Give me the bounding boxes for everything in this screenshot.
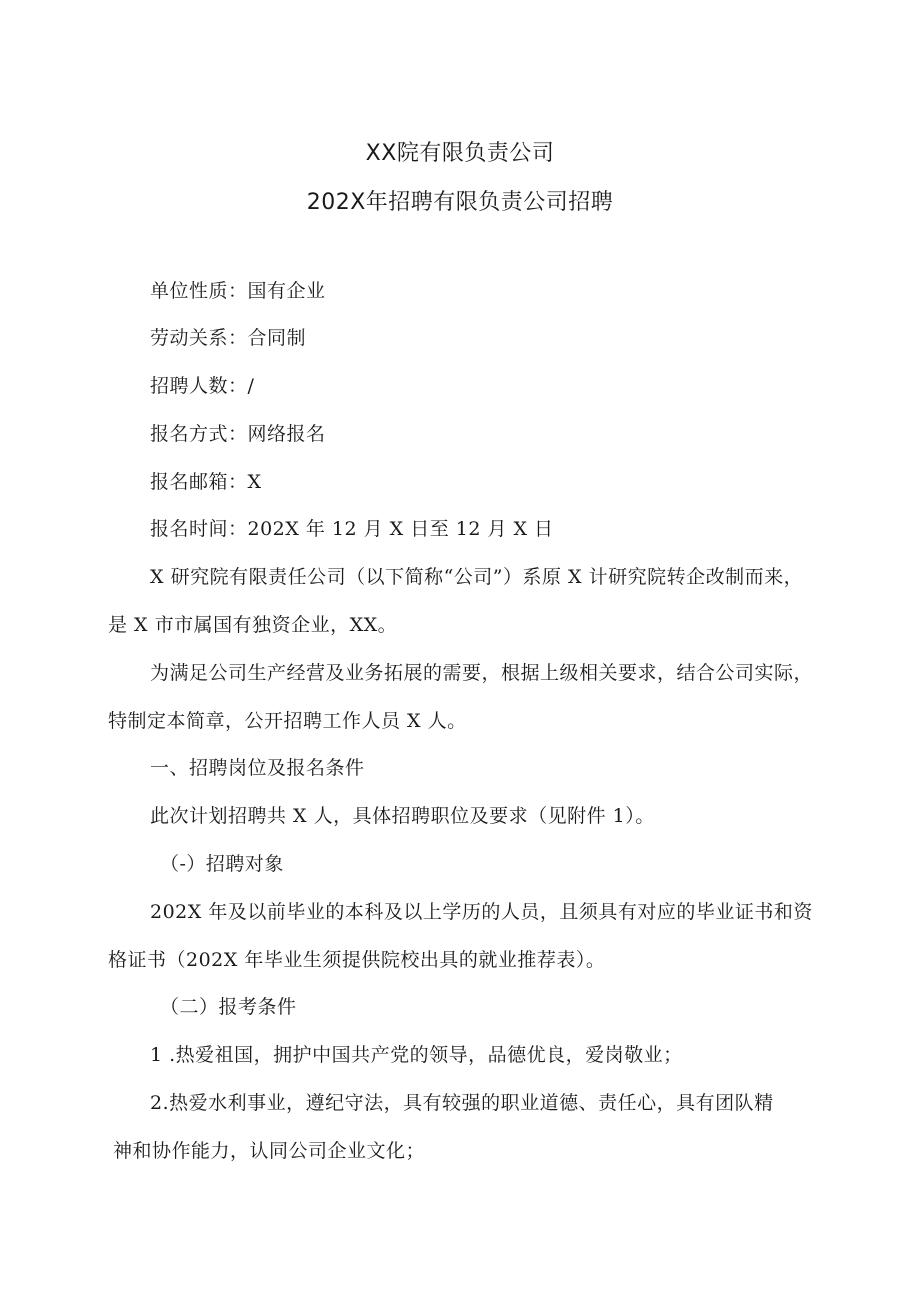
section-1-summary: 此次计划招聘共 X 人，具体招聘职位及要求（见附件 1）。: [150, 805, 655, 827]
info-apply-method: 报名方式：网络报名: [150, 423, 326, 445]
subsection-requirements-heading: （二）报考条件: [160, 996, 297, 1018]
section-1-heading: 一、招聘岗位及报名条件: [150, 757, 365, 779]
info-apply-email: 报名邮箱：X: [150, 471, 262, 493]
intro-paragraph-1-line-2: 是 X 市市属国有独资企业，XX。: [108, 614, 398, 636]
intro-paragraph-2-line-2: 特制定本简章，公开招聘工作人员 X 人。: [108, 710, 467, 732]
intro-paragraph-1-line-1: X 研究院有限责任公司（以下简称“公司”）系原 X 计研究院转企改制而来，: [150, 566, 804, 588]
info-recruit-count: 招聘人数：/: [150, 375, 255, 397]
info-apply-time: 报名时间：202X 年 12 月 X 日至 12 月 X 日: [150, 518, 554, 540]
requirement-item-2-line-1: 2.热爱水利事业，遵纪守法，具有较强的职业道德、责任心，具有团队精: [150, 1092, 774, 1114]
intro-paragraph-2-line-1: 为满足公司生产经营及业务拓展的需要，根据上级相关要求，结合公司实际，: [150, 662, 814, 684]
recruit-target-line-2: 格证书（202X 年毕业生须提供院校出具的就业推荐表）。: [108, 949, 606, 971]
subsection-recruit-target-heading: （-）招聘对象: [160, 853, 284, 875]
recruit-target-line-1: 202X 年及以前毕业的本科及以上学历的人员，且须具有对应的毕业证书和资: [150, 901, 813, 923]
info-labor-relation: 劳动关系：合同制: [150, 327, 307, 349]
info-unit-nature: 单位性质：国有企业: [150, 280, 326, 302]
requirement-item-1: 1 .热爱祖国，拥护中国共产党的领导，品德优良，爱岗敬业；: [150, 1044, 683, 1066]
document-title: XX院有限负责公司: [365, 141, 555, 166]
requirement-item-2-line-2: 神和协作能力，认同公司企业文化；: [113, 1140, 426, 1162]
document-subtitle: 202X年招聘有限负责公司招聘: [306, 190, 614, 215]
